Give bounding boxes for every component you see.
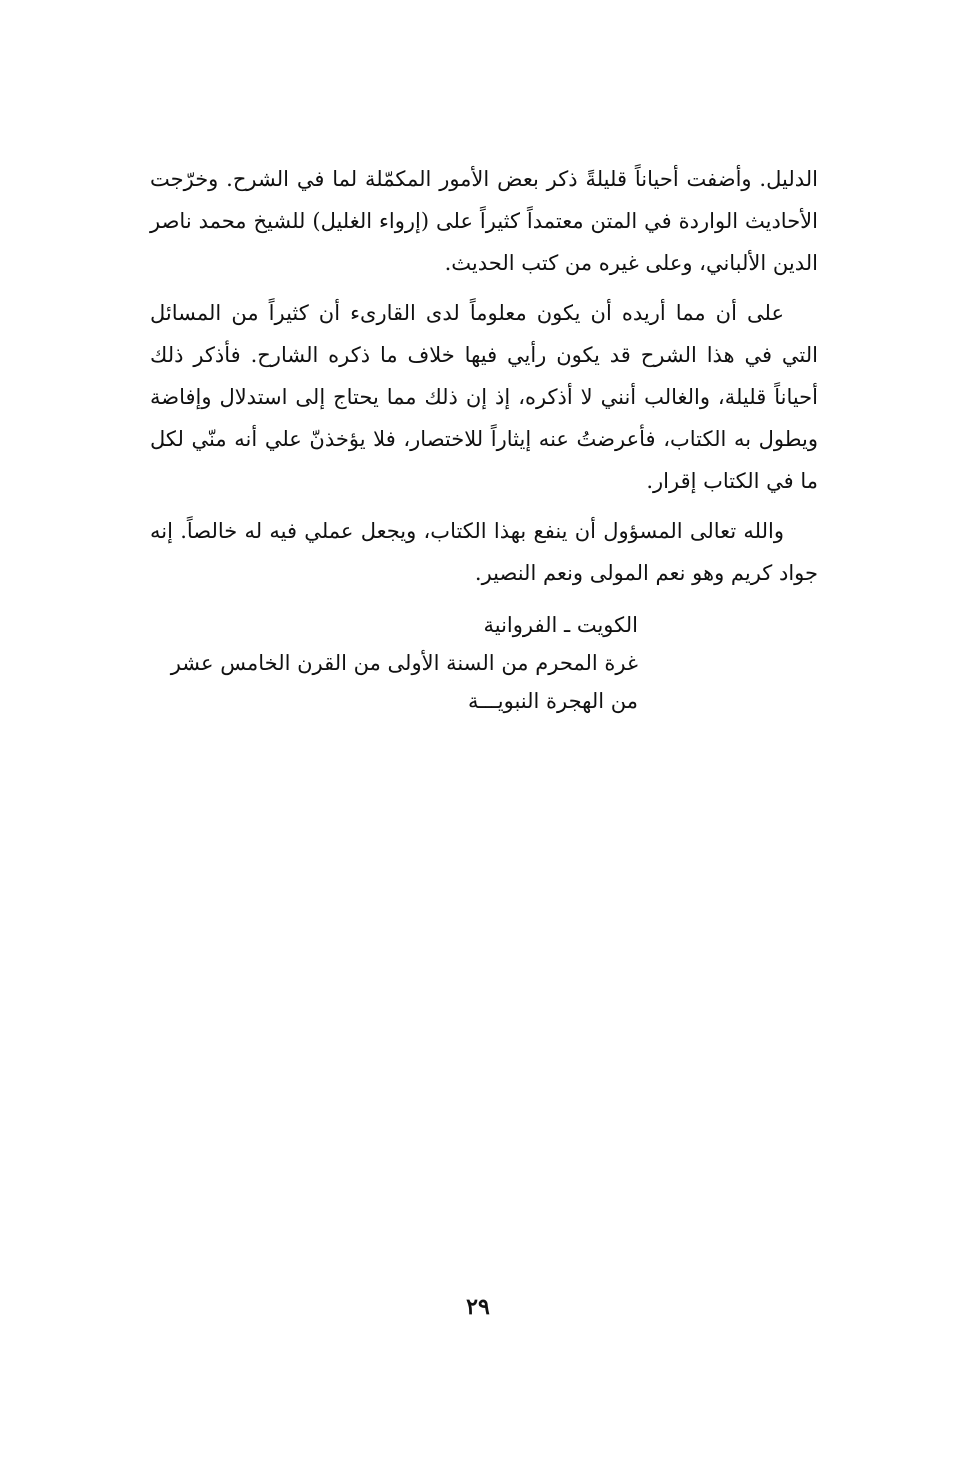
signature-place: الكويت ـ الفروانية — [483, 613, 638, 637]
signature-hijra: من الهجرة النبويـــة — [468, 689, 638, 713]
paragraph-2: على أن مما أريده أن يكون معلوماً لدى القارىء أن كثيراً من المسائل التي في هذا الشرح قد يكون رأيي فيها خلاف ما ذكره الشارح. فأذكر ذلك أحياناً قليلة، والغالب أنني لا أذكره، إذ إن ذلك مما يحتاج إلى استدلال وإفاضة ويطول به الكتاب، فأعرضتُ عنه إيثاراً للاختصار، فلا يؤخذنّ علي أنه منّي لكل ما في الكتاب إقرار. — [150, 301, 818, 493]
paragraph-3: والله تعالى المسؤول أن ينفع بهذا الكتاب، ويجعل عملي فيه له خالصاً. إنه جواد كريم وهو نعم المولى ونعم النصير. — [150, 519, 818, 585]
page-number: ٢٩ — [466, 1294, 490, 1320]
paragraph-1: الدليل. وأضفت أحياناً قليلةً ذكر بعض الأمور المكمّلة لما في الشرح. وخرّجت الأحاديث الواردة في المتن معتمداً كثيراً على (إرواء الغليل) للشيخ محمد ناصر الدين الألباني، وعلى غيره من كتب الحديث. — [150, 167, 818, 275]
signature-block — [150, 606, 818, 720]
body-text — [150, 158, 818, 602]
signature-date: غرة المحرم من السنة الأولى من القرن الخامس عشر — [170, 651, 638, 675]
